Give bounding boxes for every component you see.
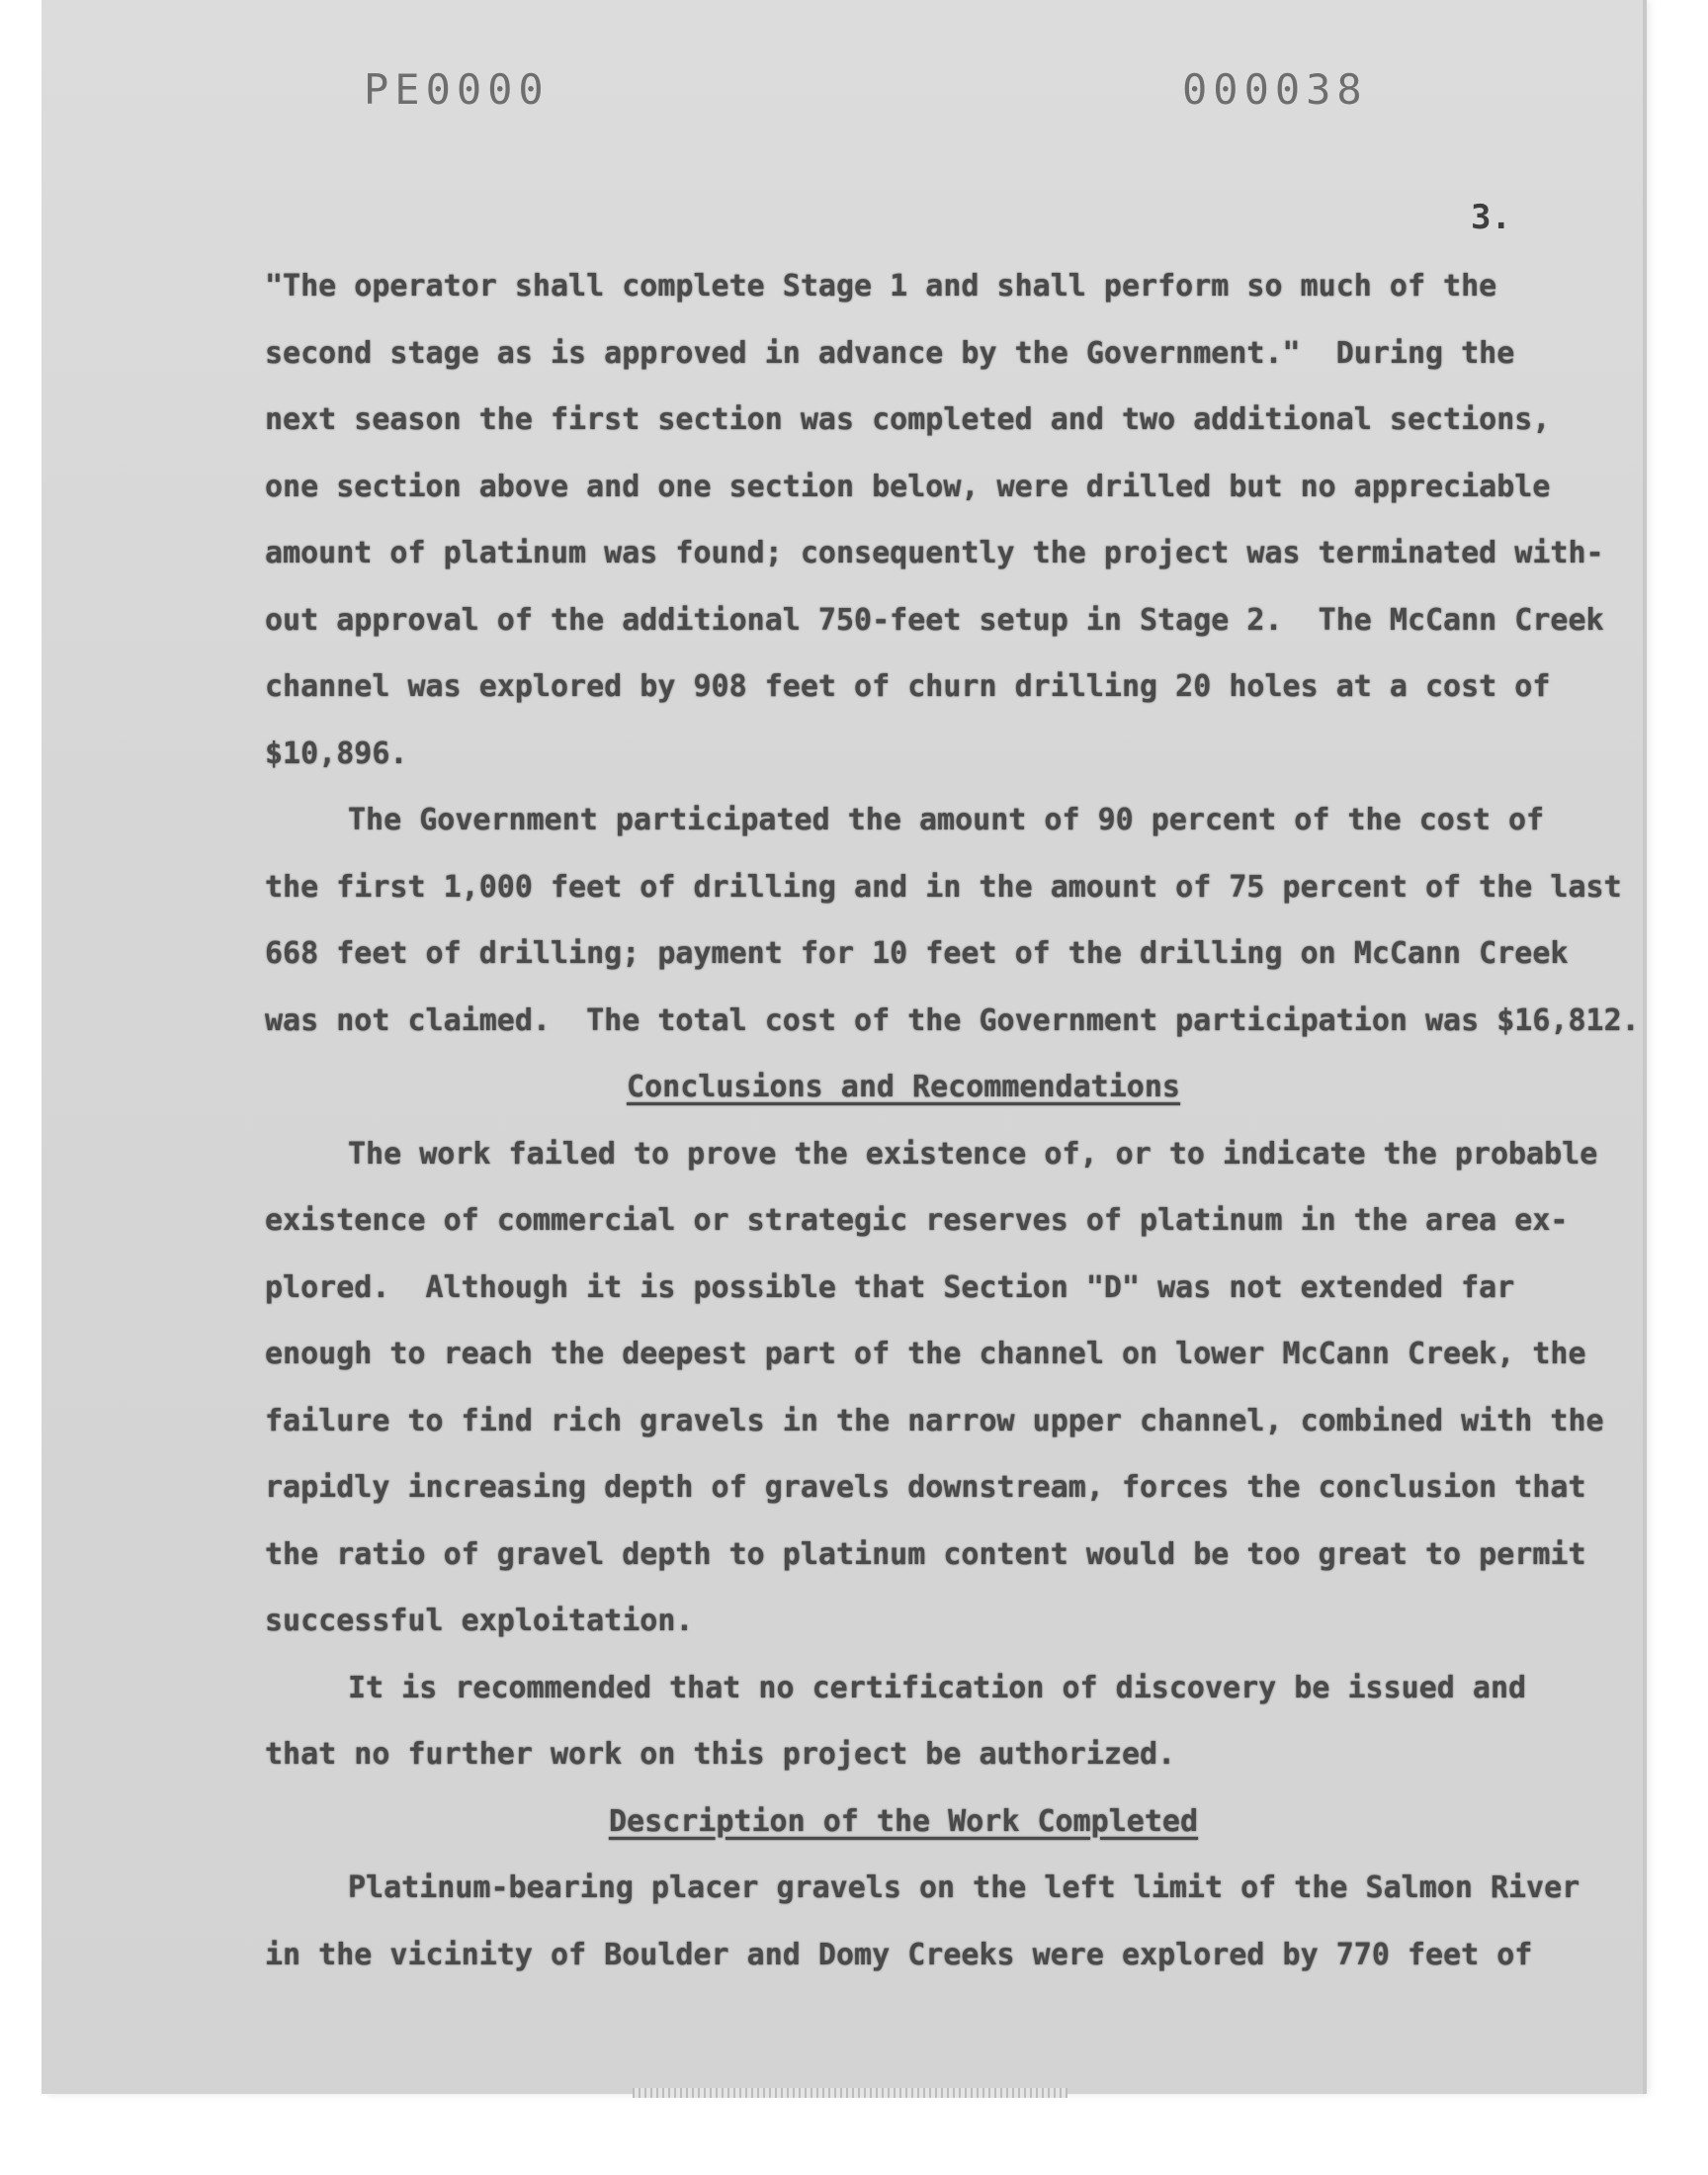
text-line: existence of commercial or strategic reserves of platinum in the area ex-	[265, 1203, 1569, 1238]
text-line: successful exploitation.	[265, 1604, 694, 1638]
text-line: next season the first section was completed and two additional sections,	[265, 402, 1551, 437]
text-line: was not claimed. The total cost of the Government participation was $16,812.	[265, 1002, 1640, 1038]
text-line: $10,896.	[265, 736, 408, 771]
text-line: The Government participated the amount of 90 percent of the cost of	[348, 803, 1545, 837]
page-edge-shadow	[1643, 0, 1647, 2094]
paragraph-3	[265, 1121, 1604, 1655]
text-line: enough to reach the deepest part of the channel on lower McCann Creek, the	[265, 1337, 1586, 1371]
text-line: second stage as is approved in advance by the Government." During the	[265, 335, 1515, 371]
text-line: 668 feet of drilling; payment for 10 feet of the drilling on McCann Creek	[265, 936, 1569, 971]
text-line: The work failed to prove the existence of, or to indicate the probable	[348, 1136, 1598, 1172]
stamp-left: PE0000	[364, 65, 550, 114]
section-heading-description	[265, 1788, 1542, 1856]
text-line: It is recommended that no certification of discovery be issued and	[348, 1670, 1527, 1705]
text-line: the first 1,000 feet of drilling and in the amount of 75 percent of the last	[265, 869, 1622, 905]
section-heading-conclusions	[265, 1054, 1542, 1121]
text-line: Platinum-bearing placer gravels on the left limit of the Salmon River	[348, 1870, 1580, 1905]
paragraph-4	[265, 1655, 1542, 1788]
paragraph-1	[265, 253, 1604, 787]
document-body	[265, 253, 1640, 1988]
text-line: channel was explored by 908 feet of churn drilling 20 holes at a cost of	[265, 669, 1551, 704]
text-line: out approval of the additional 750-feet setup in Stage 2. The McCann Creek	[265, 602, 1604, 638]
text-line: "The operator shall complete Stage 1 and shall perform so much of the	[265, 269, 1497, 304]
stamp-right: 000038	[1182, 65, 1368, 114]
page-number: 3.	[1471, 198, 1511, 237]
scan-artifact-strip	[633, 2088, 1068, 2098]
text-line: failure to find rich gravels in the narrow upper channel, combined with the	[265, 1403, 1604, 1438]
heading-text: Description of the Work Completed	[608, 1803, 1199, 1839]
paragraph-2	[265, 787, 1640, 1054]
paragraph-5	[265, 1855, 1580, 1988]
text-line: rapidly increasing depth of gravels downstream, forces the conclusion that	[265, 1470, 1586, 1505]
text-line: in the vicinity of Boulder and Domy Creeks were explored by 770 feet of	[265, 1937, 1533, 1972]
text-line: that no further work on this project be authorized.	[265, 1737, 1176, 1772]
text-line: one section above and one section below, were drilled but no appreciable	[265, 469, 1551, 504]
text-line: amount of platinum was found; consequently the project was terminated with-	[265, 536, 1604, 570]
heading-text: Conclusions and Recommendations	[627, 1070, 1180, 1104]
text-line: the ratio of gravel depth to platinum content would be too great to permit	[265, 1536, 1586, 1572]
text-line: plored. Although it is possible that Section "D" was not extended far	[265, 1269, 1515, 1305]
